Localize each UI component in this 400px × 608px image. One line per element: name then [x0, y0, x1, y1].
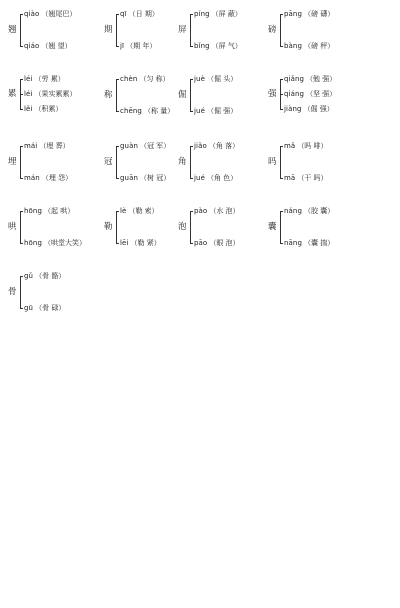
polyphone-group [178, 10, 272, 70]
pronunciation-entry [24, 142, 70, 151]
pronunciation-entry [120, 207, 159, 216]
example-word: （日 期） [128, 10, 159, 18]
polyphone-group [8, 10, 102, 70]
pinyin-text: qiáo [24, 42, 40, 50]
brace-tick [116, 146, 119, 147]
example-word: （期 年） [126, 42, 157, 50]
polyphone-group [268, 75, 362, 135]
example-word: （树 冠） [140, 174, 171, 182]
brace-line [190, 14, 191, 46]
brace-line [280, 211, 281, 243]
brace-tick [280, 178, 283, 179]
polyphone-char: 强 [268, 89, 277, 99]
pronunciation-entry [24, 90, 77, 99]
polyphone-char: 角 [178, 157, 187, 167]
example-word: （埋 怨） [41, 174, 73, 182]
polyphone-char: 哄 [8, 222, 17, 232]
polyphone-group [8, 272, 102, 332]
pronunciation-entry [24, 272, 65, 281]
brace-tick [190, 178, 193, 179]
brace-line [20, 211, 21, 243]
brace-tick [280, 243, 283, 244]
polyphone-char: 倔 [178, 90, 187, 100]
polyphone-char: 期 [104, 25, 113, 35]
example-word: （角 落） [208, 142, 240, 150]
brace-tick [280, 146, 283, 147]
polyphone-char: 骨 [8, 287, 17, 297]
polyphone-group [8, 207, 102, 267]
pinyin-text: náng [284, 207, 303, 215]
example-word: （胶 囊） [304, 207, 335, 215]
brace-line [190, 146, 191, 178]
pronunciation-entry [194, 174, 237, 183]
example-word: （冠 军） [140, 142, 171, 150]
pinyin-text: pāo [194, 239, 208, 247]
example-word: （哄堂大笑） [44, 239, 86, 247]
pinyin-text: jiǎo [194, 142, 207, 150]
example-word: （勒 索） [128, 207, 159, 215]
brace-line [116, 211, 117, 243]
pronunciation-entry [24, 75, 65, 84]
brace-line [116, 79, 117, 111]
brace-tick [190, 146, 193, 147]
pinyin-text: jué [194, 107, 205, 115]
brace-tick [280, 79, 283, 80]
example-word: （骨 碌） [35, 304, 66, 312]
pinyin-text: gǔ [24, 272, 34, 280]
polyphone-char: 勒 [104, 222, 113, 232]
pronunciation-entry [284, 239, 334, 248]
example-word: （倔 强） [207, 107, 238, 115]
pinyin-text: lěi [24, 105, 33, 113]
example-word: （眼 泡） [209, 239, 240, 247]
brace-tick [116, 243, 119, 244]
brace-tick [20, 243, 23, 244]
pinyin-text: qiǎng [284, 75, 305, 83]
pronunciation-entry [24, 10, 76, 19]
brace-tick [280, 211, 283, 212]
pronunciation-entry [194, 207, 240, 216]
pronunciation-entry [194, 75, 237, 84]
brace-tick [20, 94, 23, 95]
example-word: （屏 气） [211, 42, 242, 50]
pronunciation-entry [284, 90, 336, 99]
polyphone-group [268, 207, 362, 267]
pinyin-text: léi [24, 75, 33, 83]
pinyin-text: qiáng [284, 90, 305, 98]
polyphone-group [8, 142, 102, 202]
polyphone-char: 累 [8, 89, 17, 99]
brace-tick [190, 111, 193, 112]
pinyin-text: hōng [24, 239, 42, 247]
example-word: （角 色） [207, 174, 238, 182]
pronunciation-entry [284, 174, 328, 183]
pinyin-text: pāng [284, 10, 303, 18]
pronunciation-entry [284, 142, 328, 151]
pronunciation-entry [120, 174, 170, 183]
example-word: （吗 啡） [297, 142, 328, 150]
brace-tick [280, 14, 283, 15]
pronunciation-entry [284, 105, 334, 114]
brace-line [20, 146, 21, 178]
example-word: （骨 骼） [35, 272, 66, 280]
pinyin-text: chèn [120, 75, 138, 83]
pinyin-text: qī [120, 10, 127, 18]
pronunciation-entry [284, 42, 334, 51]
pinyin-text: píng [194, 10, 210, 18]
pinyin-text: mā [284, 174, 296, 182]
pinyin-text: bàng [284, 42, 303, 50]
brace-line [20, 14, 21, 46]
pronunciation-entry [24, 105, 63, 114]
example-word: （勒 紧） [130, 239, 161, 247]
pinyin-text: qiào [24, 10, 40, 18]
pinyin-text: jiàng [284, 105, 302, 113]
pinyin-text: lēi [120, 239, 129, 247]
brace-tick [190, 211, 193, 212]
brace-line [116, 14, 117, 46]
pinyin-text: mǎ [284, 142, 296, 150]
brace-line [190, 211, 191, 243]
pinyin-text: jué [194, 174, 205, 182]
brace-tick [280, 46, 283, 47]
pinyin-text: pào [194, 207, 208, 215]
pinyin-text: gū [24, 304, 34, 312]
pronunciation-entry [24, 207, 74, 216]
pronunciation-entry [284, 75, 336, 84]
example-word: （起 哄） [44, 207, 75, 215]
pronunciation-entry [24, 239, 86, 248]
pronunciation-entry [24, 42, 72, 51]
brace-tick [20, 211, 23, 212]
pinyin-text: guàn [120, 142, 139, 150]
pronunciation-entry [194, 107, 237, 116]
pronunciation-entry [24, 304, 65, 313]
brace-line [280, 14, 281, 46]
polyphone-char: 磅 [268, 25, 277, 35]
polyphone-char: 囊 [268, 222, 277, 232]
brace-tick [20, 79, 23, 80]
pronunciation-entry [120, 239, 161, 248]
example-word: （勉 强） [306, 75, 337, 83]
brace-tick [20, 146, 23, 147]
example-word: （倔 头） [207, 75, 238, 83]
pronunciation-entry [120, 10, 159, 19]
example-word: （称 量） [143, 107, 175, 115]
polyphone-group [8, 75, 102, 135]
polyphone-char: 翘 [8, 25, 17, 35]
pronunciation-entry [194, 10, 242, 19]
polyphone-char: 泡 [178, 222, 187, 232]
example-word: （劳 累） [34, 75, 65, 83]
polyphone-group [268, 10, 362, 70]
pinyin-text: bǐng [194, 42, 210, 50]
brace-tick [20, 308, 23, 309]
pronunciation-entry [24, 174, 72, 183]
polyphone-char: 埋 [8, 157, 17, 167]
example-word: （磅 秤） [304, 42, 335, 50]
brace-tick [116, 111, 119, 112]
example-word: （坚 强） [306, 90, 337, 98]
brace-tick [190, 46, 193, 47]
pronunciation-entry [120, 42, 156, 51]
pronunciation-entry [284, 10, 334, 19]
polyphone-char: 屏 [178, 25, 187, 35]
brace-line [280, 146, 281, 178]
brace-tick [190, 79, 193, 80]
brace-tick [280, 94, 283, 95]
polyphone-group [178, 75, 272, 135]
polyphone-char: 称 [104, 90, 113, 100]
pinyin-text: nāng [284, 239, 303, 247]
polyphone-group [268, 142, 362, 202]
example-word: （积累） [34, 105, 63, 113]
polyphone-char: 冠 [104, 157, 113, 167]
pronunciation-entry [120, 142, 170, 151]
brace-tick [116, 46, 119, 47]
example-word: （埋 葬） [39, 142, 70, 150]
pronunciation-entry [194, 142, 239, 151]
example-word: （磅 礴） [304, 10, 335, 18]
pronunciation-entry [284, 207, 334, 216]
pinyin-text: mái [24, 142, 38, 150]
brace-tick [280, 109, 283, 110]
example-word: （屏 蔽） [211, 10, 242, 18]
brace-line [116, 146, 117, 178]
pronunciation-entry [194, 42, 242, 51]
brace-tick [116, 211, 119, 212]
example-word: （果实累累） [34, 90, 77, 98]
brace-tick [20, 178, 23, 179]
brace-tick [116, 178, 119, 179]
brace-tick [190, 243, 193, 244]
pinyin-text: juè [194, 75, 205, 83]
pinyin-text: jī [120, 42, 125, 50]
polyphone-group [178, 207, 272, 267]
pinyin-text: hōng [24, 207, 42, 215]
example-word: （干 吗） [297, 174, 328, 182]
brace-tick [190, 14, 193, 15]
brace-tick [20, 109, 23, 110]
brace-tick [20, 14, 23, 15]
polyphone-group [178, 142, 272, 202]
pinyin-text: lè [120, 207, 127, 215]
pronunciation-entry [120, 75, 170, 84]
pinyin-text: mán [24, 174, 40, 182]
brace-tick [20, 46, 23, 47]
example-word: （翘 望） [41, 42, 72, 50]
example-word: （匀 称） [139, 75, 170, 83]
pinyin-text: guān [120, 174, 139, 182]
polyphone-char: 吗 [268, 157, 277, 167]
pinyin-text: léi [24, 90, 33, 98]
brace-line [190, 79, 191, 111]
example-word: （倔 强） [303, 105, 334, 113]
pronunciation-entry [120, 107, 174, 116]
pinyin-text: chēng [120, 107, 142, 115]
brace-line [20, 276, 21, 308]
brace-tick [20, 276, 23, 277]
example-word: （翘尾巴） [41, 10, 77, 18]
example-word: （水 泡） [209, 207, 240, 215]
brace-tick [116, 14, 119, 15]
example-word: （囊 揣） [304, 239, 335, 247]
pronunciation-entry [194, 239, 240, 248]
brace-tick [116, 79, 119, 80]
